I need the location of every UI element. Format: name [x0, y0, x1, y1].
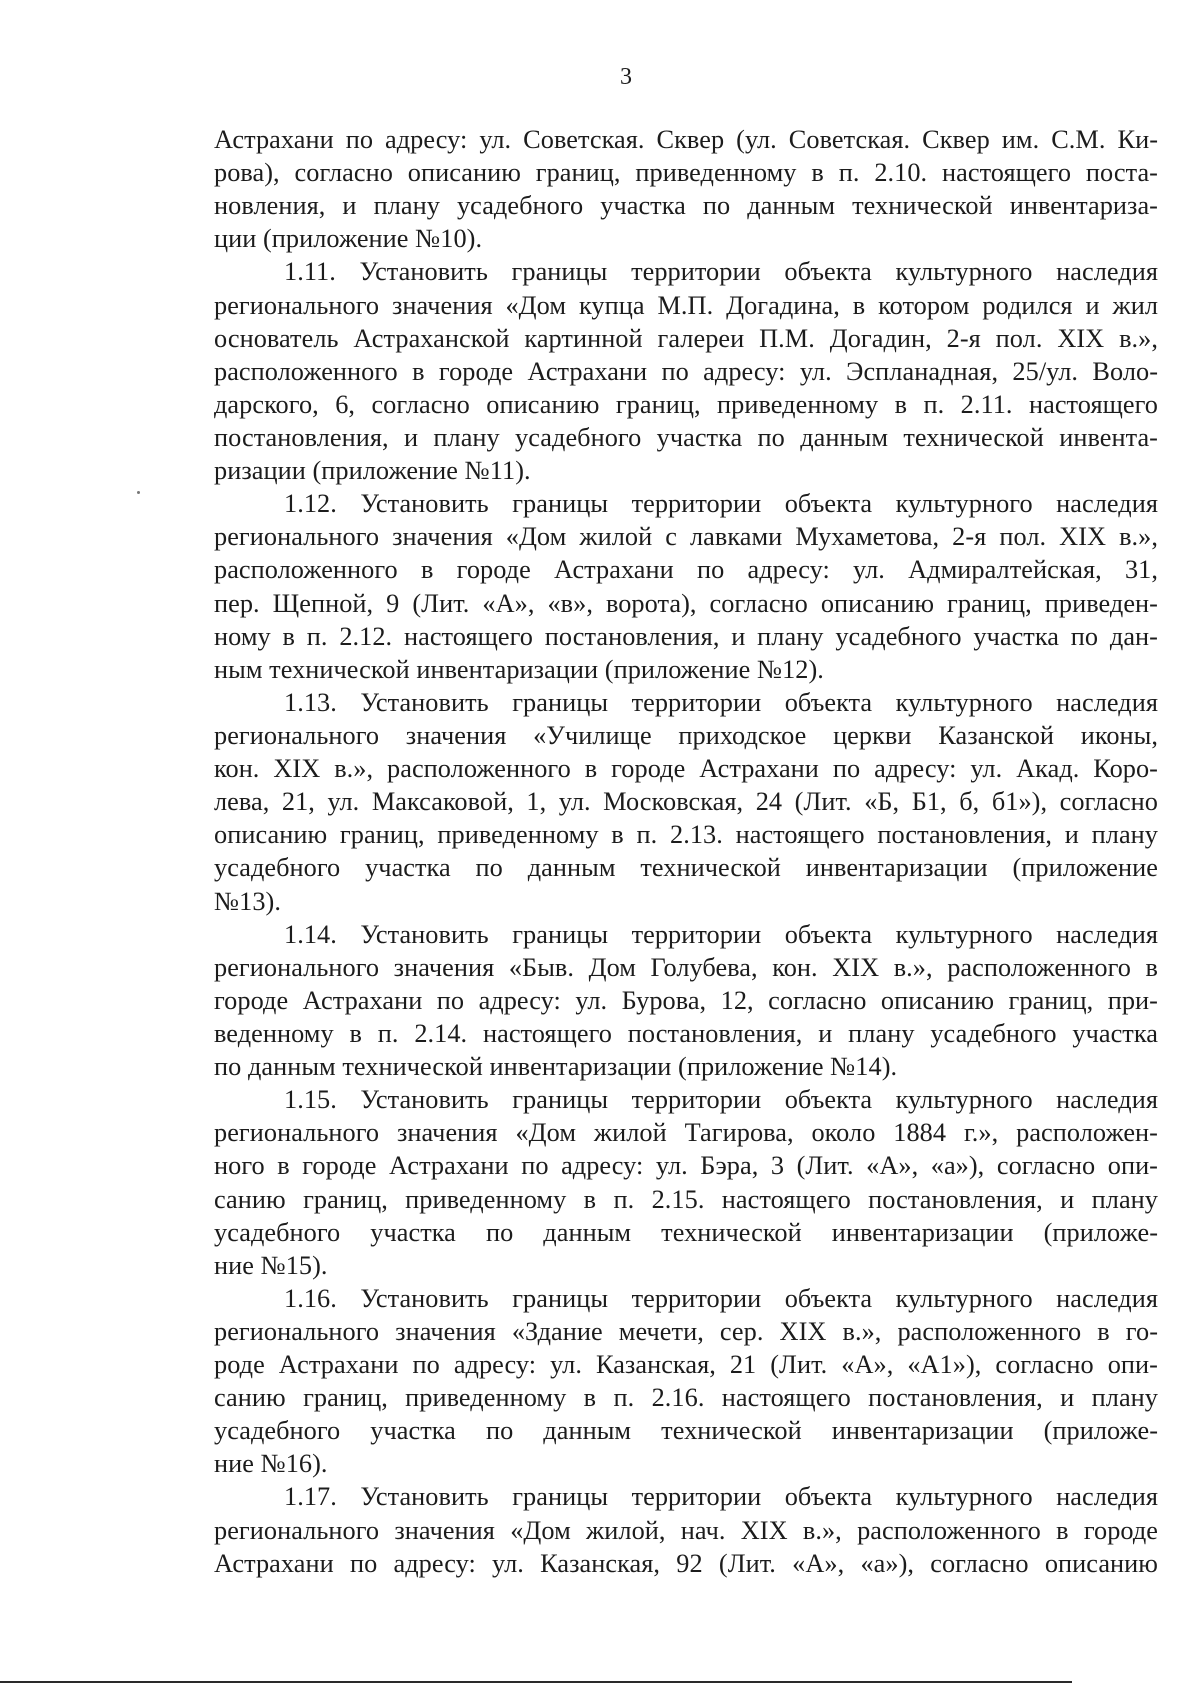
- text-line: городе Астрахани по адресу: ул. Бурова, 12, согласно описанию границ, при-: [214, 985, 1158, 1015]
- text-line: роде Астрахани по адресу: ул. Казанская, 21 (Лит. «А», «А1»), согласно опи-: [214, 1350, 1158, 1380]
- text-line: основатель Астраханской картинной галереи П.М. Догадин, 2-я пол. XIX в.»,: [214, 323, 1158, 353]
- text-line: регионального значения «Быв. Дом Голубева, кон. XIX в.», расположенного в: [214, 952, 1158, 982]
- text-line: веденному в п. 2.14. настоящего постановления, и плану усадебного участка: [214, 1018, 1158, 1048]
- text-line: 1.11. Установить границы территории объекта культурного наследия: [284, 257, 1158, 287]
- text-line: 1.15. Установить границы территории объекта культурного наследия: [284, 1085, 1158, 1115]
- text-line: регионального значения «Дом купца М.П. Догадина, в котором родился и жил: [214, 290, 1158, 320]
- text-line: Астрахани по адресу: ул. Советская. Сквер (ул. Советская. Сквер им. С.М. Ки-: [214, 125, 1158, 154]
- text-line: лева, 21, ул. Максаковой, 1, ул. Московская, 24 (Лит. «Б, Б1, б, б1»), согласно: [214, 787, 1158, 817]
- text-line: ции (приложение №10).: [214, 224, 483, 254]
- text-line: ного в городе Астрахани по адресу: ул. Бэра, 3 (Лит. «А», «а»), согласно опи-: [214, 1151, 1158, 1181]
- scan-speck: [137, 491, 140, 494]
- text-line: санию границ, приведенному в п. 2.15. настоящего постановления, и плану: [214, 1184, 1158, 1214]
- text-line: ние №15).: [214, 1250, 328, 1280]
- text-line: регионального значения «Дом жилой Тагирова, около 1884 г.», расположен-: [214, 1118, 1158, 1148]
- text-line: усадебного участка по данным технической инвентаризации (приложе-: [214, 1416, 1158, 1446]
- text-line: регионального значения «Здание мечети, сер. XIX в.», расположенного в го-: [214, 1316, 1158, 1346]
- text-line: санию границ, приведенному в п. 2.16. настоящего постановления, и плану: [214, 1383, 1158, 1413]
- text-line: расположенного в городе Астрахани по адресу: ул. Эспланадная, 25/ул. Воло-: [214, 356, 1158, 386]
- text-line: постановления, и плану усадебного участка по данным технической инвента-: [214, 422, 1158, 452]
- text-line: регионального значения «Училище приходское церкви Казанской иконы,: [214, 720, 1158, 750]
- text-line: ризации (приложение №11).: [214, 456, 531, 486]
- text-line: 1.13. Установить границы территории объекта культурного наследия: [284, 687, 1158, 717]
- text-line: ным технической инвентаризации (приложение №12).: [214, 654, 824, 684]
- text-line: пер. Щепной, 9 (Лит. «А», «в», ворота), согласно описанию границ, приведен-: [214, 588, 1158, 618]
- text-line: кон. XIX в.», расположенного в городе Астрахани по адресу: ул. Акад. Коро-: [214, 754, 1158, 784]
- text-line: 1.12. Установить границы территории объекта культурного наследия: [284, 489, 1158, 519]
- bottom-rule: [0, 1681, 1072, 1683]
- text-line: расположенного в городе Астрахани по адресу: ул. Адмиралтейская, 31,: [214, 555, 1158, 585]
- text-line: усадебного участка по данным технической инвентаризации (приложе-: [214, 1217, 1158, 1247]
- text-line: Астрахани по адресу: ул. Казанская, 92 (Лит. «А», «а»), согласно описанию: [214, 1548, 1158, 1578]
- text-line: ние №16).: [214, 1449, 328, 1479]
- text-line: рова), согласно описанию границ, приведенному в п. 2.10. настоящего поста-: [214, 158, 1158, 188]
- text-line: описанию границ, приведенному в п. 2.13. настоящего постановления, и плану: [214, 820, 1158, 850]
- text-line: новления, и плану усадебного участка по данным технической инвентариза-: [214, 191, 1158, 221]
- page-number: 3: [619, 64, 633, 90]
- text-line: 1.17. Установить границы территории объекта культурного наследия: [284, 1482, 1158, 1512]
- text-line: дарского, 6, согласно описанию границ, приведенному в п. 2.11. настоящего: [214, 389, 1158, 419]
- text-line: №13).: [214, 886, 281, 916]
- text-line: регионального значения «Дом жилой, нач. XIX в.», расположенного в городе: [214, 1515, 1158, 1545]
- text-line: регионального значения «Дом жилой с лавками Мухаметова, 2-я пол. XIX в.»,: [214, 522, 1158, 552]
- text-line: по данным технической инвентаризации (приложение №14).: [214, 1052, 898, 1082]
- text-line: усадебного участка по данным технической инвентаризации (приложение: [214, 853, 1158, 883]
- text-line: 1.14. Установить границы территории объекта культурного наследия: [284, 919, 1158, 949]
- text-line: ному в п. 2.12. настоящего постановления, и плану усадебного участка по дан-: [214, 621, 1158, 651]
- document-body: [214, 123, 1158, 1580]
- text-line: 1.16. Установить границы территории объекта культурного наследия: [284, 1283, 1158, 1313]
